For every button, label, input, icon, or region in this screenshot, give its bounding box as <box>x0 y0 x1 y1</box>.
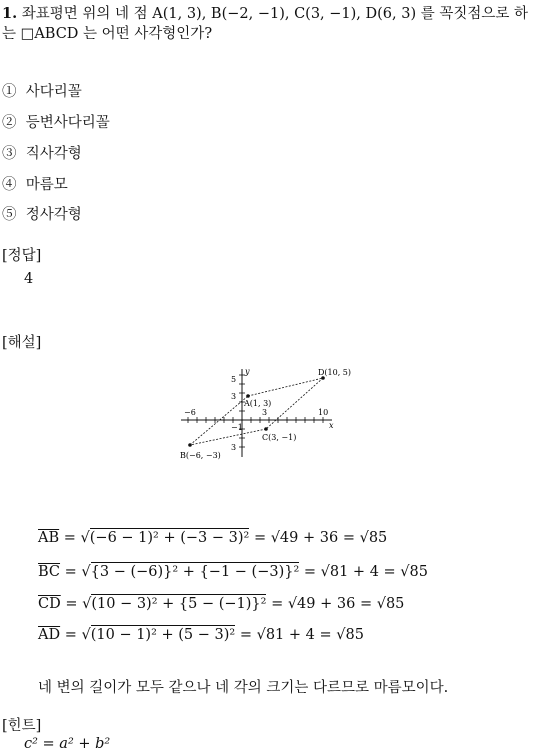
equation-ad: $\overline{AD} = √(10 - 1)^2 + (5 - 3)^2 = √81 + 4 = √85$ <box>38 627 364 643</box>
question-text-1: 좌표평면 위의 네 점 A(1, 3), B(−2, −1), C(3, −1), D(6, 3) 를 꼭짓점으로 하 <box>21 6 528 22</box>
solution-conclusion: 네 변의 길이가 모두 같으나 네 각의 크기는 다르므로 마름모이다. <box>38 680 449 696</box>
answer-label: [정답] <box>2 248 42 264</box>
choice-mark: ③ <box>2 146 17 162</box>
choice-text: 직사각형 <box>25 146 82 162</box>
radicand: {3 − (−6)}² + {−1 − (−3)}² <box>90 564 300 580</box>
x-tick-label: 3 <box>262 408 268 417</box>
choice-mark: ① <box>2 84 17 100</box>
point-a <box>246 394 250 398</box>
choice-mark: ② <box>2 115 17 131</box>
choice-4[interactable] <box>2 173 68 194</box>
x-tick-label: 10 <box>318 408 329 417</box>
choice-text: 마름모 <box>25 177 68 193</box>
hint-formula: c² = a² + b² <box>24 736 111 752</box>
choice-1[interactable] <box>2 80 82 101</box>
radicand: (10 − 3)² + {5 − (−1)}² <box>91 596 267 612</box>
y-tick-label: 5 <box>231 375 237 384</box>
point-b <box>188 443 192 447</box>
question-line-2: 는 □ABCD 는 어떤 사각형인가? <box>2 26 213 42</box>
x-tick-label: −6 <box>184 408 196 417</box>
quadrilateral-abcd <box>190 378 323 445</box>
segment-label: $\overline{AD}$ <box>38 627 61 643</box>
equation-ab: $\overline{AB} = √(-6 - 1)^2 + (-3 - 3)^2 = √49 + 36 = √85$ <box>38 530 388 546</box>
choice-text: 사다리꼴 <box>25 84 82 100</box>
point-c <box>264 427 268 431</box>
solution-label: [해설] <box>2 335 42 351</box>
choice-mark: ④ <box>2 177 17 193</box>
question-number: 1. <box>2 5 18 22</box>
y-tick-label: 3 <box>231 443 237 452</box>
hint-label: [힌트] <box>2 718 42 734</box>
answer-value: 4 <box>24 271 34 287</box>
point-c-label: C(3, −1) <box>262 433 297 442</box>
question-line-1 <box>2 2 528 23</box>
y-axis-label: y <box>245 367 250 376</box>
x-axis-label: x <box>329 421 334 430</box>
radicand: (−6 − 1)² + (−3 − 3)² <box>89 530 250 546</box>
choice-3[interactable] <box>2 142 82 163</box>
equation-cd: $\overline{CD} = √(10 - 3)^2 + \{5 - (-1)\}^2 = √49 + 36 = √85$ <box>38 596 405 612</box>
radicand: (10 − 1)² + (5 − 3)² <box>90 627 236 643</box>
point-b-label: B(−6, −3) <box>180 451 221 460</box>
choice-text: 등변사다리꼴 <box>25 115 110 131</box>
point-a-label: A(1, 3) <box>244 399 272 408</box>
y-tick-label: 3 <box>231 392 237 401</box>
choice-mark: ⑤ <box>2 207 17 223</box>
point-d-label: D(10, 5) <box>318 368 352 377</box>
coordinate-graph <box>176 364 366 464</box>
segment-label: $\overline{AB}$ <box>38 530 60 546</box>
choice-5[interactable] <box>2 203 82 224</box>
choice-text: 정사각형 <box>25 207 82 223</box>
segment-label: $\overline{CD}$ <box>38 596 61 612</box>
equation-bc: $\overline{BC} = √\{3 - (-6)\}^2 + \{-1 - (-3)\}^2 = √81 + 4 = √85$ <box>38 564 428 580</box>
segment-label: $\overline{BC}$ <box>38 564 61 580</box>
choice-2[interactable] <box>2 111 110 132</box>
x-tick-label: −1 <box>231 423 243 432</box>
